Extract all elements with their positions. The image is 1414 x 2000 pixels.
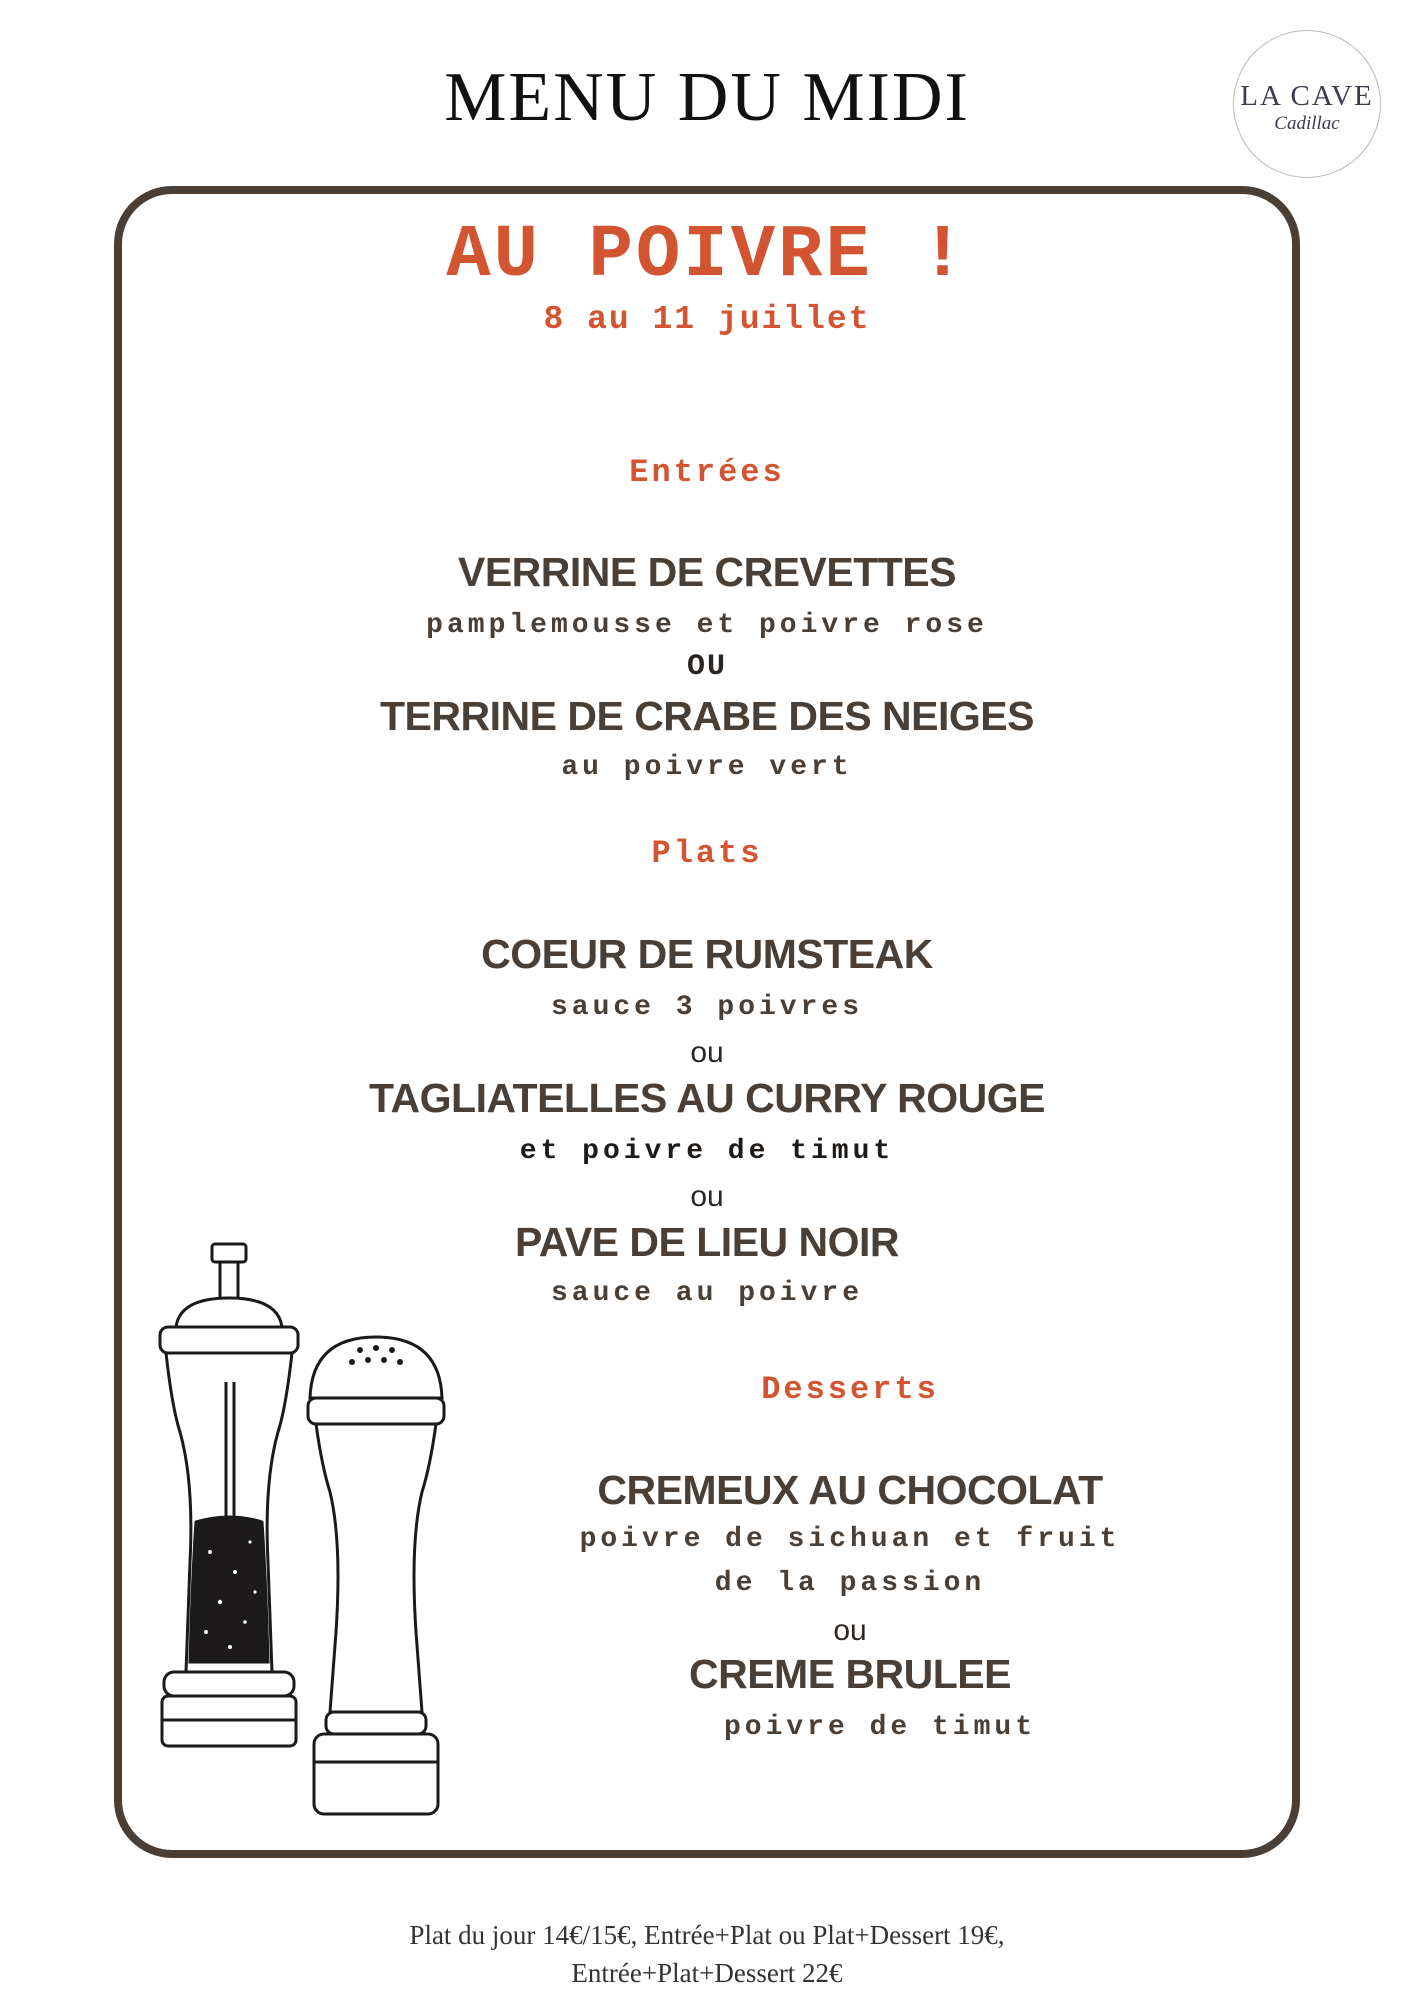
section-label-entrees: Entrées [629,454,785,491]
dish-description: poivre de sichuan et fruit [579,1524,1121,1555]
dish-description: poivre de timut [723,1712,1037,1743]
dish-name: PAVE DE LIEU NOIR [514,1219,900,1265]
restaurant-logo [1233,30,1381,178]
page-title: MENU DU MIDI [444,59,970,136]
separator-ou: ou [690,1180,724,1213]
dish-description: de la passion [714,1568,986,1599]
dish-description: pamplemousse et poivre rose [426,610,988,641]
dish-name: VERRINE DE CREVETTES [457,549,957,595]
logo-name: LA CAVE [1240,80,1374,112]
logo-subtitle: Cadillac [1274,113,1340,134]
dish-name: CREMEUX AU CHOCOLAT [597,1467,1103,1513]
price-info-line1: Plat du jour 14€/15€, Entrée+Plat ou Plat+Dessert 19€, [409,1920,1005,1950]
section-label-plats: Plats [651,835,763,872]
menu-dates: 8 au 11 juillet [543,301,871,338]
menu-headline: AU POIVRE ! [446,214,968,298]
section-label-desserts: Desserts [761,1371,939,1408]
separator-ou: OU [686,650,727,684]
dish-name: TAGLIATELLES AU CURRY ROUGE [369,1075,1045,1121]
separator-ou: ou [833,1614,867,1647]
dish-description: au poivre vert [561,752,853,783]
dish-name: TERRINE DE CRABE DES NEIGES [380,693,1034,739]
dish-description: sauce 3 poivres [550,992,864,1023]
dish-name: CREME BRULEE [688,1651,1012,1697]
dish-name: COEUR DE RUMSTEAK [481,931,933,977]
dish-description: et poivre de timut [519,1136,895,1167]
dish-description: sauce au poivre [550,1278,864,1309]
separator-ou: ou [690,1036,724,1069]
pepper-mill-and-salt-shaker-icon [140,1232,540,1842]
price-info-line2: Entrée+Plat+Dessert 22€ [571,1958,843,1988]
